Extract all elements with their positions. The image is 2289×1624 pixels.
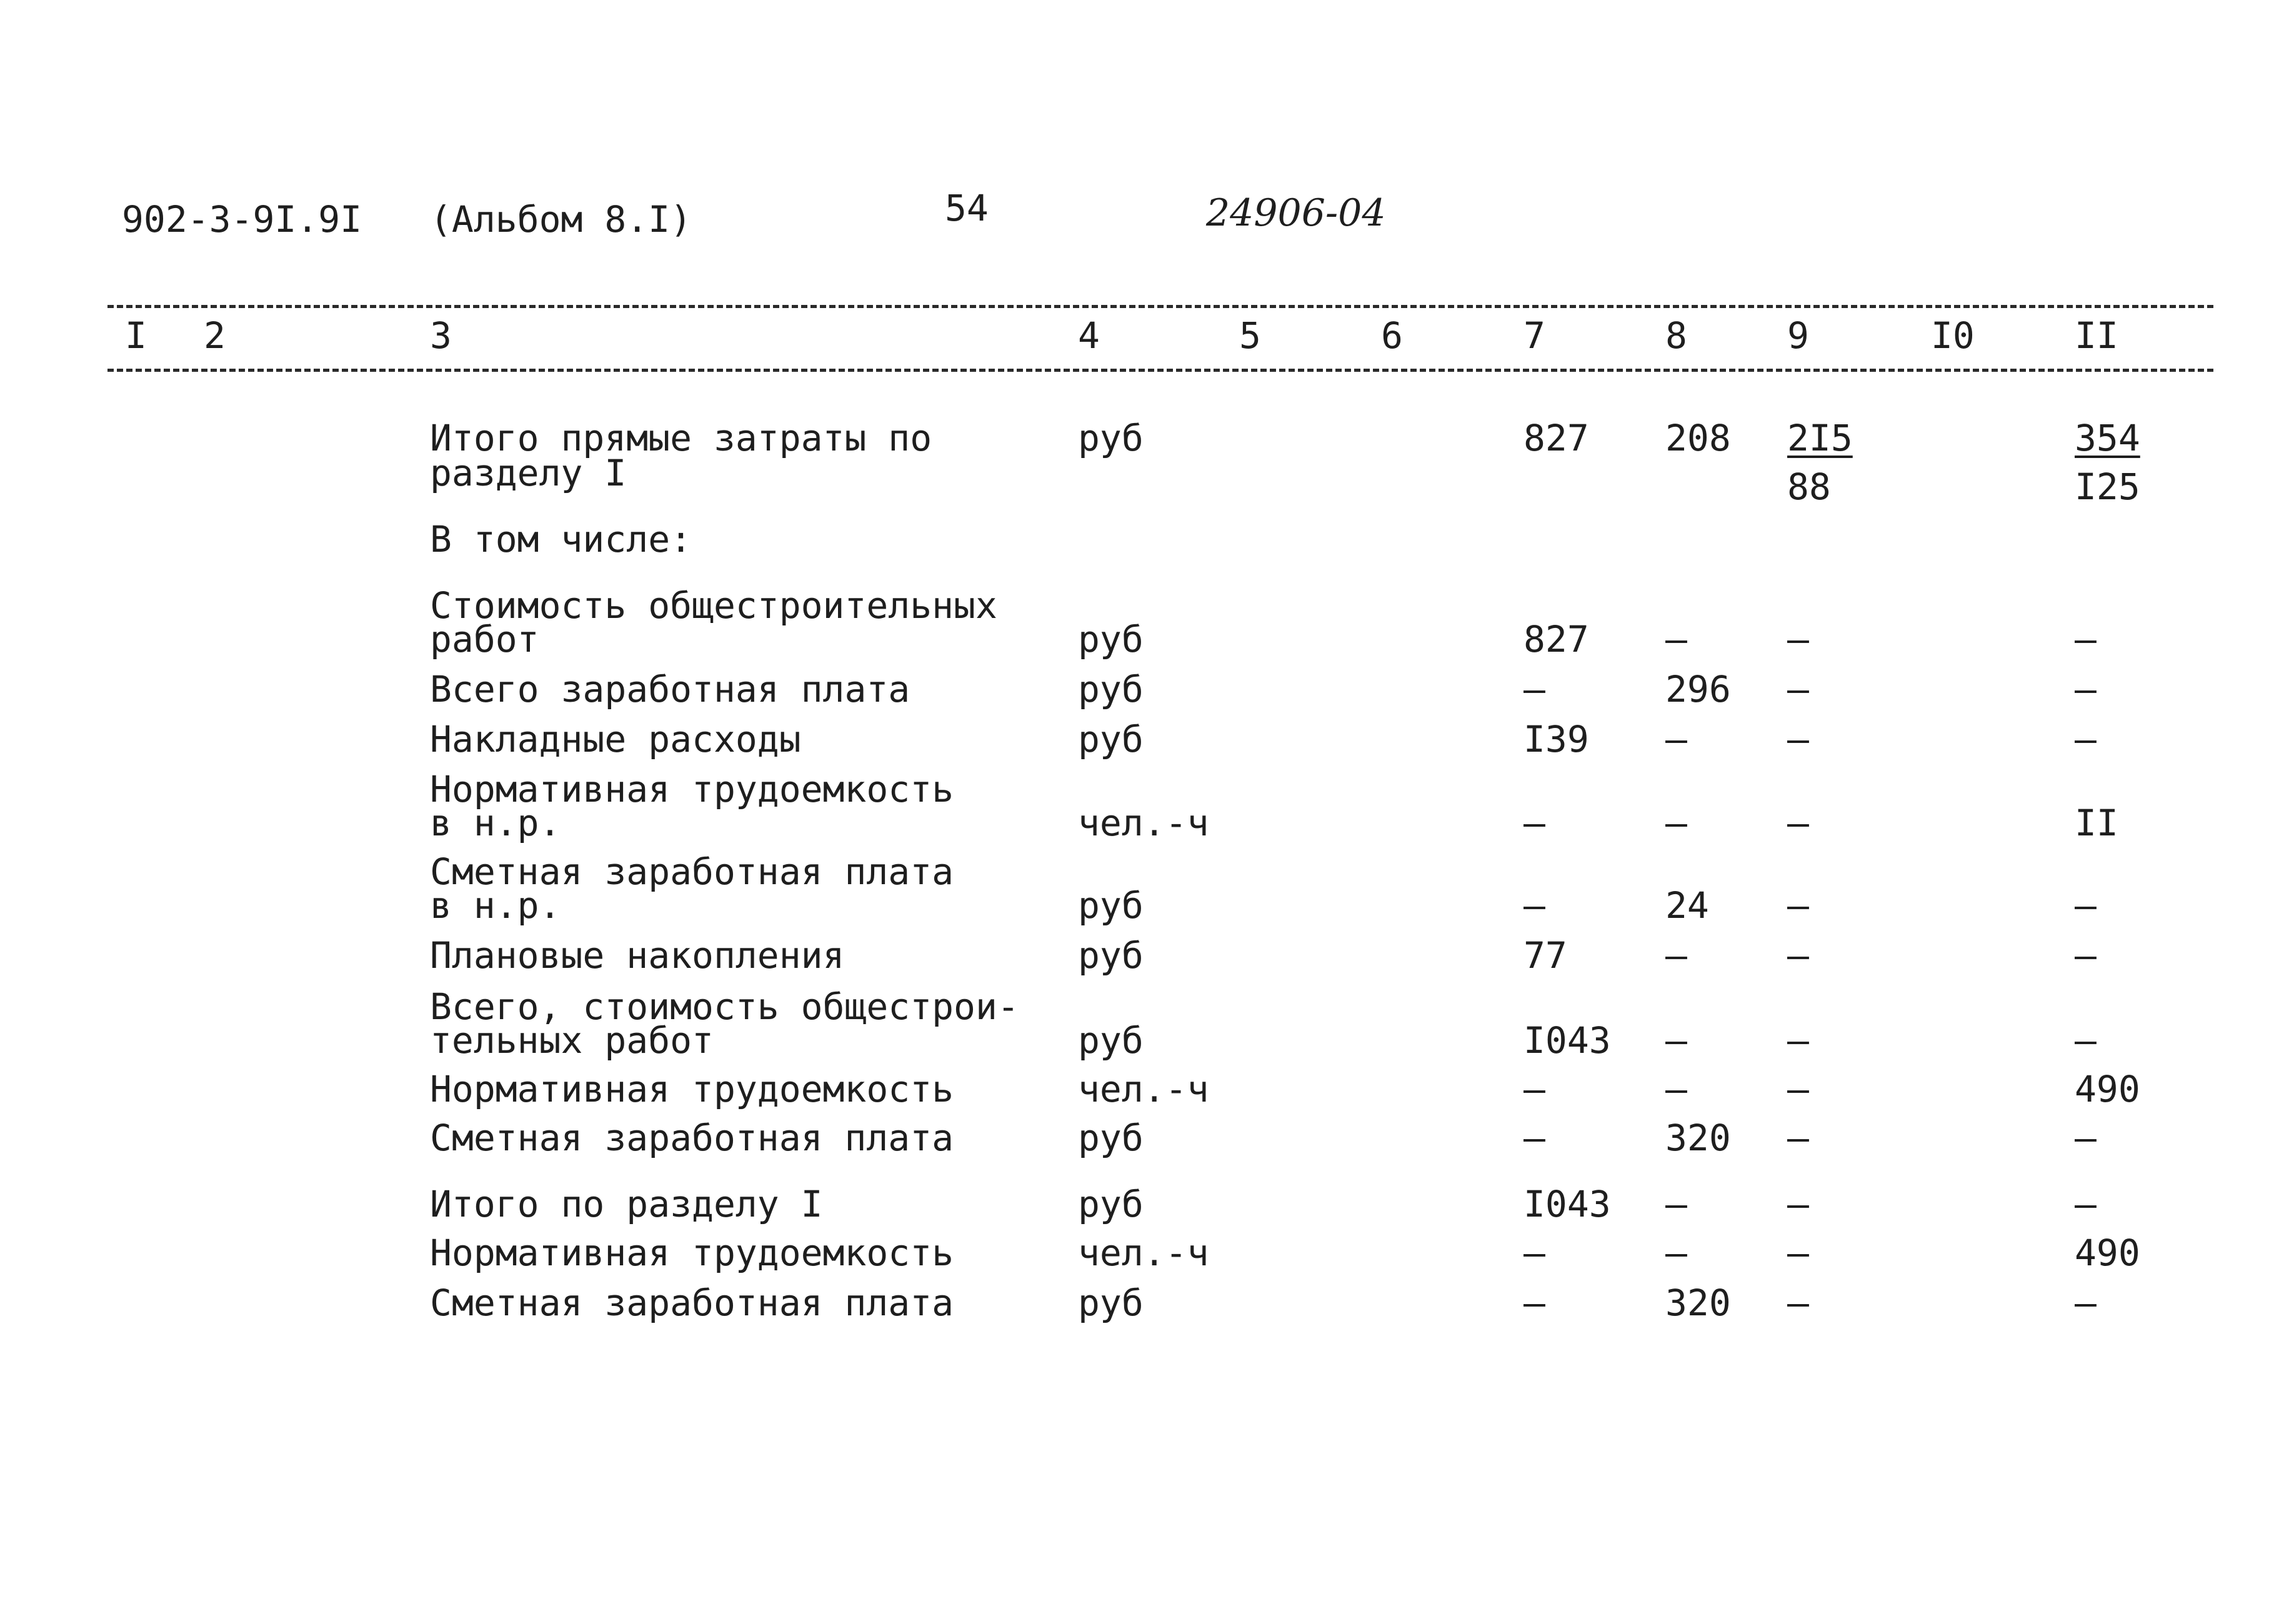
column-header-5: 5	[1239, 314, 1261, 357]
row-col-11: –	[2075, 1019, 2097, 1062]
row-col-7: 827	[1524, 618, 1589, 660]
row-col-7: –	[1524, 1117, 1545, 1159]
row-col-8: –	[1665, 1019, 1687, 1062]
row-col-11: –	[2075, 1117, 2097, 1159]
row-col-7: –	[1524, 1282, 1545, 1324]
column-header-3: 3	[430, 314, 452, 357]
row-col-7: –	[1524, 802, 1545, 844]
column-header-11: II	[2075, 314, 2118, 357]
row-col-11: –	[2075, 934, 2097, 977]
row-col-9-numerator: 2I5	[1787, 417, 1853, 459]
row-col-9: –	[1787, 668, 1809, 710]
column-header-10: I0	[1931, 314, 1975, 357]
row-col-9: –	[1787, 618, 1809, 660]
row-col-11: –	[2075, 1183, 2097, 1225]
row-col-9: –	[1787, 1019, 1809, 1062]
row-unit: руб	[1078, 1019, 1144, 1062]
row-name-line: Итого прямые затраты по	[430, 417, 932, 459]
row-col-11: –	[2075, 618, 2097, 660]
row-unit: руб	[1078, 1183, 1144, 1225]
row-name-line: Сметная заработная плата	[430, 850, 954, 893]
row-col-8: 320	[1665, 1117, 1731, 1159]
row-unit: руб	[1078, 718, 1144, 760]
row-name-line: в н.р.	[430, 802, 561, 844]
row-col-11: –	[2075, 884, 2097, 927]
column-header-4: 4	[1078, 314, 1100, 357]
row-name-line: тельных работ	[430, 1019, 714, 1062]
row-col-8: –	[1665, 802, 1687, 844]
row-col-9: –	[1787, 802, 1809, 844]
row-name-line: в н.р.	[430, 884, 561, 927]
row-name-line: Нормативная трудоемкость	[430, 1232, 954, 1274]
row-name-line: Сметная заработная плата	[430, 1117, 954, 1159]
row-col-7: 77	[1524, 934, 1567, 977]
row-col-9: –	[1787, 1282, 1809, 1324]
row-unit: чел.-ч	[1078, 1068, 1209, 1110]
row-name-line: Всего заработная плата	[430, 668, 910, 710]
row-name-line: Плановые накопления	[430, 934, 845, 977]
column-header-1: I	[125, 314, 147, 357]
row-col-7: –	[1524, 1232, 1545, 1274]
row-col-8: –	[1665, 618, 1687, 660]
row-unit: руб	[1078, 1117, 1144, 1159]
row-col-7: I043	[1524, 1183, 1611, 1225]
row-col-7: I39	[1524, 718, 1589, 760]
row-col-11: –	[2075, 668, 2097, 710]
row-unit: руб	[1078, 668, 1144, 710]
row-unit: чел.-ч	[1078, 802, 1209, 844]
row-unit: руб	[1078, 934, 1144, 977]
row-col-7: –	[1524, 1068, 1545, 1110]
row-col-11: 490	[2075, 1232, 2140, 1274]
row-name-line: Накладные расходы	[430, 718, 801, 760]
row-col-7: I043	[1524, 1019, 1611, 1062]
row-col-9: –	[1787, 884, 1809, 927]
row-unit: руб	[1078, 417, 1144, 459]
row-col-8: –	[1665, 1232, 1687, 1274]
document-code: 902-3-9I.9I	[122, 198, 362, 241]
row-col-11: 490	[2075, 1068, 2140, 1110]
column-header-9: 9	[1787, 314, 1809, 357]
row-col-8: –	[1665, 1068, 1687, 1110]
row-col-11-numerator: 354	[2075, 417, 2140, 459]
row-unit: руб	[1078, 884, 1144, 927]
row-name-line: Всего, стоимость общестрои-	[430, 985, 1019, 1028]
album-label: (Альбом 8.I)	[430, 198, 692, 241]
column-header-6: 6	[1381, 314, 1403, 357]
row-name-line: Сметная заработная плата	[430, 1282, 954, 1324]
row-col-8: –	[1665, 934, 1687, 977]
row-col-11-denominator: I25	[2075, 466, 2140, 508]
row-name-line: В том числе:	[430, 518, 692, 560]
page-number: 54	[945, 187, 989, 229]
row-col-11: II	[2075, 802, 2118, 844]
row-col-8: 296	[1665, 668, 1731, 710]
row-col-7: 827	[1524, 417, 1589, 459]
row-col-8: 320	[1665, 1282, 1731, 1324]
row-col-9: –	[1787, 718, 1809, 760]
row-unit: руб	[1078, 618, 1144, 660]
row-col-8: 208	[1665, 417, 1731, 459]
row-name-line: Итого по разделу I	[430, 1183, 823, 1225]
row-col-7: –	[1524, 668, 1545, 710]
row-unit: руб	[1078, 1282, 1144, 1324]
row-col-11: –	[2075, 1282, 2097, 1324]
column-header-8: 8	[1665, 314, 1687, 357]
row-name-line: разделу I	[430, 452, 627, 494]
row-unit: чел.-ч	[1078, 1232, 1209, 1274]
row-col-8: –	[1665, 718, 1687, 760]
row-col-7: –	[1524, 884, 1545, 927]
column-header-2: 2	[204, 314, 226, 357]
row-col-8: 24	[1665, 884, 1709, 927]
row-name-line: Нормативная трудоемкость	[430, 1068, 954, 1110]
row-col-9: –	[1787, 934, 1809, 977]
row-col-9: –	[1787, 1068, 1809, 1110]
row-col-8: –	[1665, 1183, 1687, 1225]
header-bottom-rule	[107, 369, 2213, 372]
row-col-9-denominator: 88	[1787, 466, 1831, 508]
handwritten-reference: 24906-04	[1206, 191, 1386, 235]
header-top-rule	[107, 305, 2213, 308]
row-name-line: Стоимость общестроительных	[430, 584, 997, 627]
row-name-line: Нормативная трудоемкость	[430, 768, 954, 810]
row-col-11: –	[2075, 718, 2097, 760]
column-header-7: 7	[1524, 314, 1545, 357]
row-col-9: –	[1787, 1183, 1809, 1225]
row-name-line: работ	[430, 618, 539, 660]
row-col-9: –	[1787, 1232, 1809, 1274]
row-col-9: –	[1787, 1117, 1809, 1159]
